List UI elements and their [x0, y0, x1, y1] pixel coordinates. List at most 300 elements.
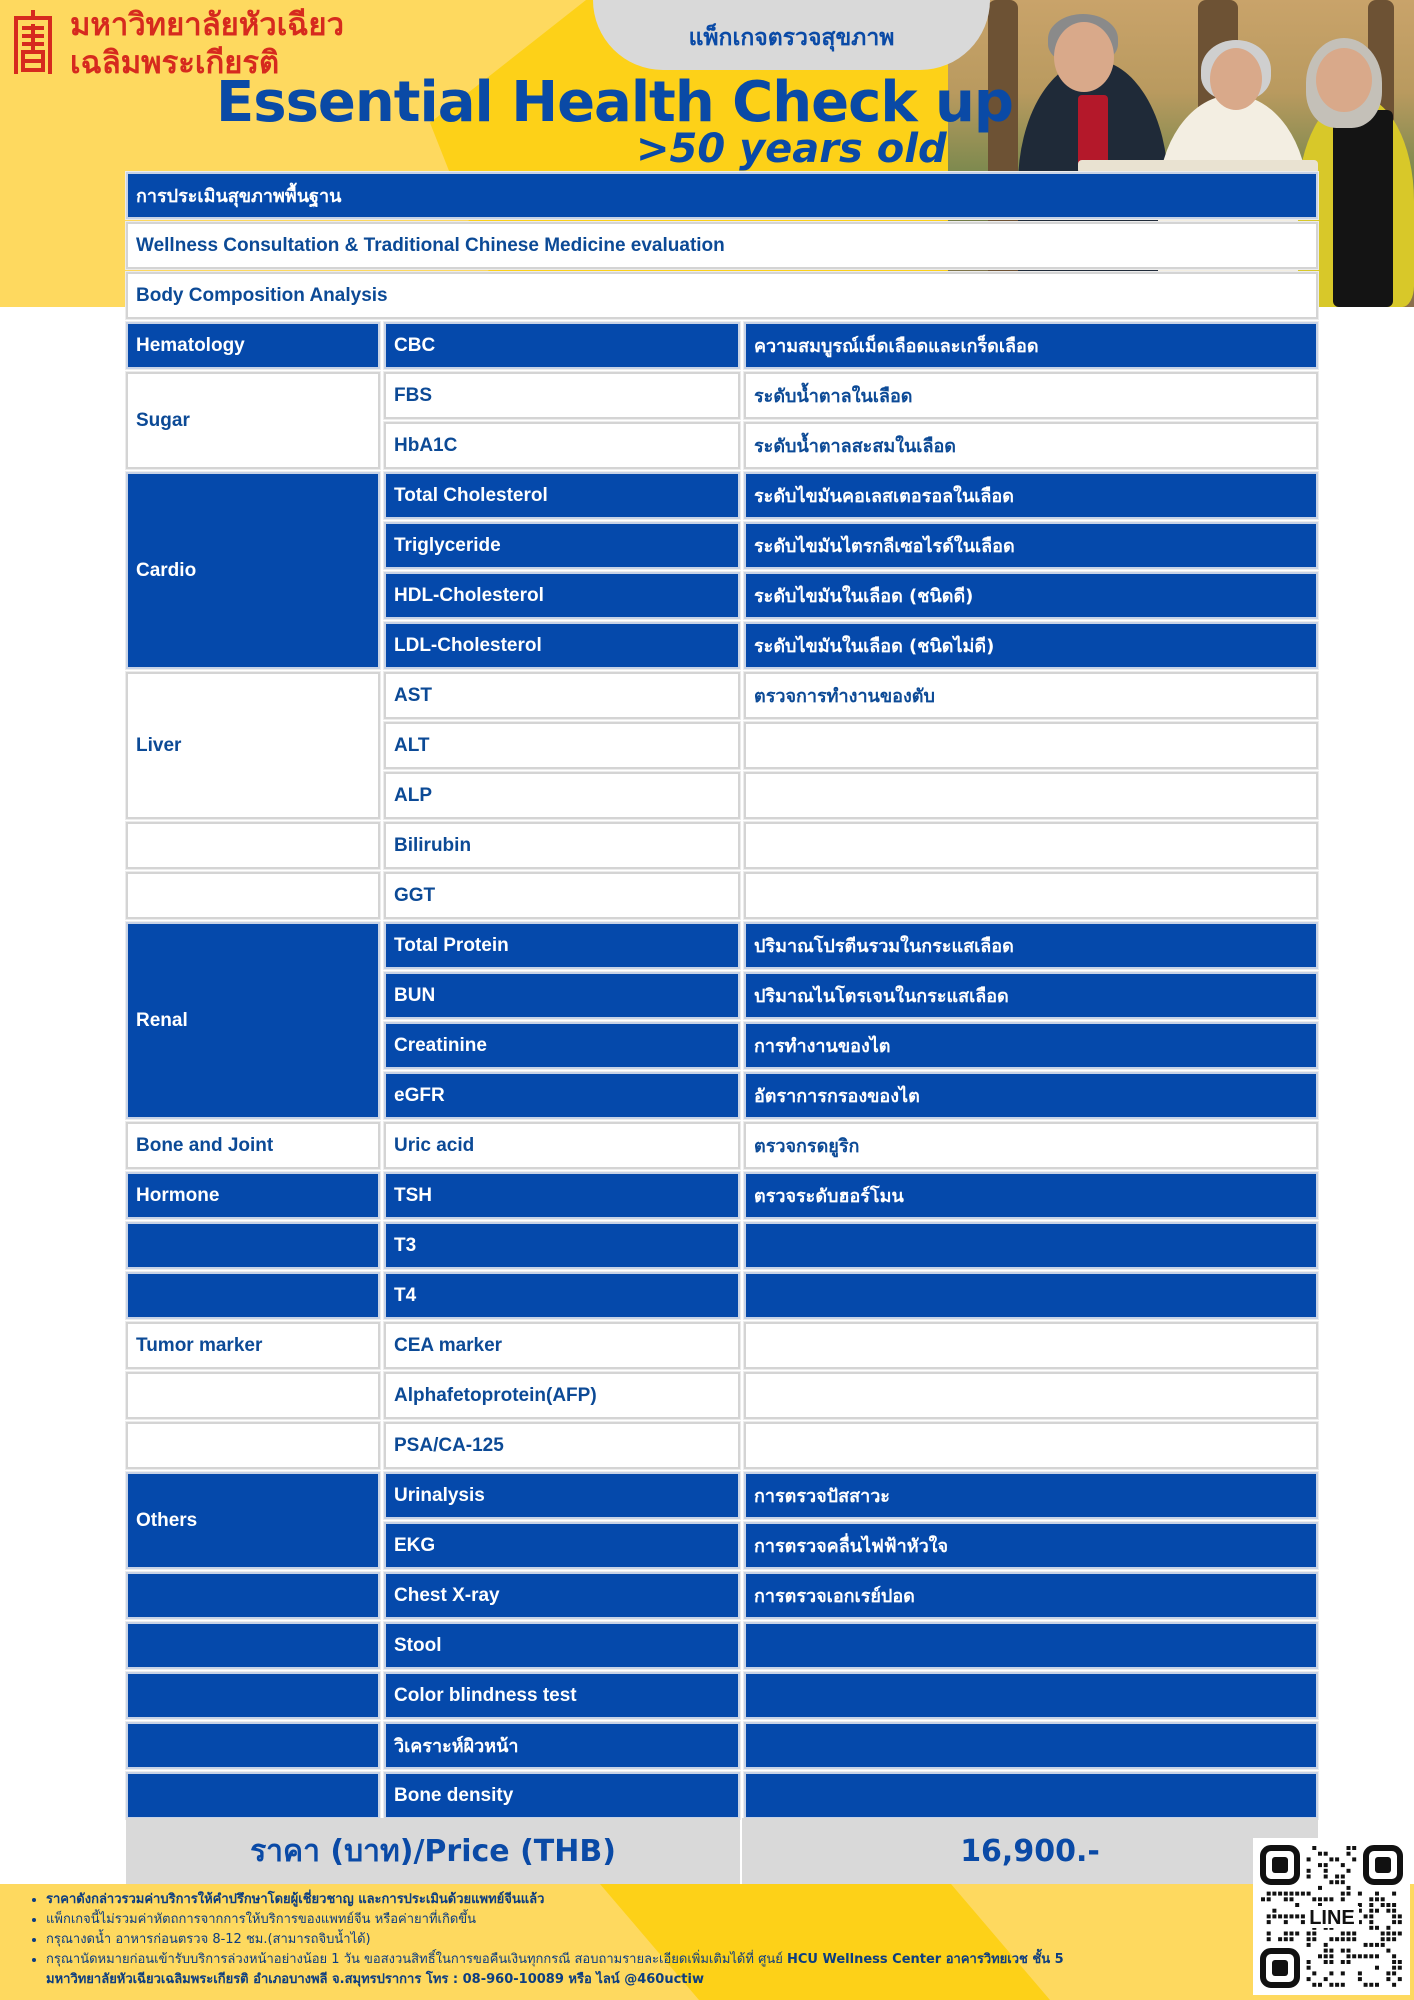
- description-cell-text: ระดับไขมันไตรกลีเซอไรด์ในเลือด: [754, 536, 1015, 557]
- test-cell-text: T3: [394, 1234, 417, 1256]
- section-label: Wellness Consultation & Traditional Chinese Medicine evaluation: [136, 234, 725, 256]
- qr-module: [1312, 1846, 1316, 1850]
- qr-module: [1307, 1960, 1311, 1964]
- qr-module: [1392, 1971, 1396, 1975]
- qr-module: [1307, 1869, 1311, 1873]
- test-cell-text: Creatinine: [394, 1034, 487, 1056]
- qr-module: [1324, 1960, 1328, 1964]
- qr-module: [1364, 1983, 1368, 1987]
- test-cell: [384, 972, 740, 1019]
- qr-module: [1335, 1880, 1339, 1884]
- qr-module: [1369, 1914, 1373, 1918]
- test-cell: [384, 772, 740, 819]
- qr-module: [1290, 1892, 1294, 1896]
- test-cell: [384, 372, 740, 419]
- note-text: กรุณานัดหมายก่อนเข้ารับบริการล่วงหน้าอย่างน้อย 1 วัน ขอสงวนสิทธิ์ในการขอคืนเงินทุกกรณี สอบถามรายละเอียดเพิ่มเติมได้ที่ ศูนย์: [46, 1952, 787, 1967]
- qr-module: [1284, 1897, 1288, 1901]
- qr-module: [1386, 1937, 1390, 1941]
- category-cell: [126, 472, 380, 669]
- test-cell-text: Urinalysis: [394, 1484, 485, 1506]
- description-cell: [744, 772, 1318, 819]
- qr-module: [1392, 1909, 1396, 1913]
- qr-module: [1307, 1892, 1311, 1896]
- qr-module: [1369, 1920, 1373, 1924]
- test-cell-text: ALP: [394, 784, 432, 806]
- test-cell-text: HbA1C: [394, 434, 458, 456]
- description-cell-text: ระดับไขมันคอเลสเตอรอลในเลือด: [754, 486, 1014, 507]
- footer-notes: [28, 1890, 1064, 1990]
- description-cell: [744, 1172, 1318, 1219]
- qr-module: [1312, 1897, 1316, 1901]
- qr-module: [1352, 1932, 1356, 1936]
- qr-module: [1324, 1977, 1328, 1981]
- test-cell-text: Color blindness test: [394, 1684, 577, 1706]
- qr-module: [1369, 1897, 1373, 1901]
- qr-module: [1329, 1880, 1333, 1884]
- test-cell: [384, 572, 740, 619]
- qr-module: [1267, 1897, 1271, 1901]
- qr-module: [1369, 1983, 1373, 1987]
- description-cell-text: ความสมบูรณ์เม็ดเลือดและเกร็ดเลือด: [754, 336, 1039, 357]
- university-name-line1: มหาวิทยาลัยหัวเฉียว: [70, 7, 344, 43]
- test-cell: [384, 1172, 740, 1219]
- qr-module: [1381, 1937, 1385, 1941]
- qr-module: [1290, 1897, 1294, 1901]
- qr-module: [1347, 1932, 1351, 1936]
- qr-module: [1398, 1920, 1402, 1924]
- qr-module: [1381, 1932, 1385, 1936]
- qr-module: [1312, 1932, 1316, 1936]
- qr-module: [1335, 1857, 1339, 1861]
- qr-module: [1324, 1954, 1328, 1958]
- description-cell: [744, 1272, 1318, 1319]
- test-cell-text: AST: [394, 684, 432, 706]
- qr-module: [1312, 1983, 1316, 1987]
- category-cell: [126, 1472, 380, 1569]
- test-cell-text: Stool: [394, 1634, 442, 1656]
- qr-module: [1307, 1977, 1311, 1981]
- category-cell-text: Cardio: [136, 559, 197, 581]
- section-body-composition: [126, 272, 1318, 319]
- qr-module: [1375, 1954, 1379, 1958]
- qr-module: [1318, 1954, 1322, 1958]
- qr-module: [1386, 1977, 1390, 1981]
- description-cell: [744, 1222, 1318, 1269]
- category-cell: [126, 372, 380, 469]
- qr-module: [1307, 1943, 1311, 1947]
- description-cell: [744, 1372, 1318, 1419]
- qr-module: [1301, 1914, 1305, 1918]
- test-cell-text: PSA/CA-125: [394, 1434, 504, 1456]
- qr-module: [1347, 1886, 1351, 1890]
- qr-module: [1375, 1966, 1379, 1970]
- test-cell: [384, 1672, 740, 1719]
- category-cell-text: Liver: [136, 734, 182, 756]
- qr-module: [1375, 1909, 1379, 1913]
- category-cell-text: Renal: [136, 1009, 188, 1031]
- page-title: Essential Health Check up: [216, 70, 1014, 135]
- line-qr-code-icon[interactable]: [1253, 1838, 1410, 1995]
- description-cell-text: ตรวจการทำงานของตับ: [754, 686, 935, 707]
- qr-module: [1341, 1892, 1345, 1896]
- category-cell: [126, 1572, 380, 1619]
- test-cell-text: LDL-Cholesterol: [394, 634, 542, 656]
- qr-module: [1295, 1932, 1299, 1936]
- qr-line-label: LINE: [1309, 1907, 1355, 1929]
- qr-module: [1261, 1897, 1265, 1901]
- qr-module: [1278, 1914, 1282, 1918]
- qr-module: [1307, 1966, 1311, 1970]
- test-cell-text: TSH: [394, 1184, 432, 1206]
- description-cell: [744, 622, 1318, 669]
- qr-module: [1386, 1932, 1390, 1936]
- test-cell-text: วิเคราะห์ผิวหน้า: [394, 1736, 519, 1757]
- category-cell-text: Bone and Joint: [136, 1134, 274, 1156]
- qr-module: [1386, 1909, 1390, 1913]
- qr-module: [1398, 1977, 1402, 1981]
- qr-module: [1295, 1892, 1299, 1896]
- test-cell: [384, 672, 740, 719]
- description-cell: [744, 372, 1318, 419]
- qr-module: [1329, 1983, 1333, 1987]
- test-cell-text: BUN: [394, 984, 436, 1006]
- qr-module: [1364, 1954, 1368, 1958]
- qr-module: [1335, 1875, 1339, 1879]
- qr-module: [1369, 1909, 1373, 1913]
- test-cell: [384, 1322, 740, 1369]
- qr-module: [1375, 1926, 1379, 1930]
- qr-module: [1398, 1932, 1402, 1936]
- description-cell-text: ปริมาณไนโตรเจนในกระแสเลือด: [754, 986, 1009, 1007]
- test-cell-text: Chest X-ray: [394, 1584, 500, 1606]
- category-cell: [126, 1422, 380, 1469]
- qr-module: [1301, 1892, 1305, 1896]
- qr-module: [1267, 1892, 1271, 1896]
- qr-module: [1267, 1932, 1271, 1936]
- qr-module: [1398, 1966, 1402, 1970]
- description-cell: [744, 522, 1318, 569]
- note-item: [46, 1930, 1064, 1950]
- test-cell: [384, 1722, 740, 1769]
- category-cell: [126, 822, 380, 869]
- qr-module: [1358, 1954, 1362, 1958]
- note-item: [46, 1890, 1064, 1910]
- category-cell: [126, 1322, 380, 1369]
- qr-module: [1386, 1971, 1390, 1975]
- qr-module: [1307, 1875, 1311, 1879]
- qr-module: [1398, 1914, 1402, 1918]
- qr-module: [1369, 1943, 1373, 1947]
- category-cell: [126, 1672, 380, 1719]
- qr-module: [1381, 1897, 1385, 1901]
- test-cell: [384, 822, 740, 869]
- qr-module: [1392, 1932, 1396, 1936]
- note-text: แพ็กเกจนี้ไม่รวมค่าหัตถการจากการให้บริการของแพทย์จีน หรือค่ายาที่เกิดขึ้น: [46, 1912, 477, 1927]
- qr-module: [1312, 1937, 1316, 1941]
- description-cell: [744, 572, 1318, 619]
- test-cell: [384, 1022, 740, 1069]
- test-cell: [384, 1522, 740, 1569]
- qr-module: [1341, 1971, 1345, 1975]
- qr-module: [1392, 1966, 1396, 1970]
- page-subtitle: >50 years old: [636, 126, 947, 172]
- qr-module: [1318, 1852, 1322, 1856]
- description-cell-text: ปริมาณโปรตีนรวมในกระแสเลือด: [754, 936, 1014, 957]
- test-cell: [384, 322, 740, 369]
- section-wellness-consultation: [126, 222, 1318, 269]
- qr-module: [1290, 1932, 1294, 1936]
- description-cell: [744, 1472, 1318, 1519]
- test-cell: [384, 1072, 740, 1119]
- description-cell: [744, 1322, 1318, 1369]
- contact-info: มหาวิทยาลัยหัวเฉียวเฉลิมพระเกียรติ อำเภอบางพลี จ.สมุทรปราการ โทร : 08-960-10089 หรือ ไลน์ @460uctiw: [46, 1972, 704, 1987]
- qr-module: [1352, 1857, 1356, 1861]
- qr-module: [1324, 1897, 1328, 1901]
- category-cell: [126, 1772, 380, 1819]
- qr-module: [1278, 1892, 1282, 1896]
- qr-module: [1341, 1937, 1345, 1941]
- description-cell-text: การตรวจคลื่นไฟฟ้าหัวใจ: [754, 1536, 949, 1557]
- qr-module: [1375, 1983, 1379, 1987]
- test-cell-text: CEA marker: [394, 1334, 503, 1356]
- test-cell-text: Bilirubin: [394, 834, 472, 856]
- qr-module: [1329, 1954, 1333, 1958]
- qr-module: [1272, 1909, 1276, 1913]
- qr-module: [1398, 1960, 1402, 1964]
- qr-module: [1284, 1914, 1288, 1918]
- description-cell-text: อัตราการกรองของไต: [754, 1086, 920, 1107]
- test-cell: [384, 872, 740, 919]
- category-cell: [126, 672, 380, 819]
- qr-module: [1392, 1903, 1396, 1907]
- qr-module: [1341, 1880, 1345, 1884]
- category-cell: [126, 1372, 380, 1419]
- qr-module: [1369, 1926, 1373, 1930]
- qr-module: [1369, 1903, 1373, 1907]
- qr-module: [1375, 1892, 1379, 1896]
- note-text: กรุณางดน้ำ อาหารก่อนตรวจ 8-12 ชม.(สามารถจิบน้ำได้): [46, 1932, 371, 1947]
- qr-module: [1347, 1937, 1351, 1941]
- category-cell-text: Others: [136, 1509, 198, 1531]
- qr-module: [1284, 1892, 1288, 1896]
- qr-module: [1347, 1852, 1351, 1856]
- qr-module: [1329, 1949, 1333, 1953]
- qr-module: [1267, 1920, 1271, 1924]
- test-cell-text: Total Protein: [394, 934, 509, 956]
- qr-module: [1358, 1977, 1362, 1981]
- qr-module: [1318, 1863, 1322, 1867]
- test-cell-text: Uric acid: [394, 1134, 475, 1156]
- qr-module: [1392, 1983, 1396, 1987]
- description-cell: [744, 422, 1318, 469]
- category-cell-text: Hematology: [136, 334, 245, 356]
- qr-module: [1329, 1937, 1333, 1941]
- description-cell: [744, 1722, 1318, 1769]
- qr-module: [1386, 1903, 1390, 1907]
- qr-module: [1324, 1852, 1328, 1856]
- qr-module: [1347, 1949, 1351, 1953]
- qr-module: [1307, 1937, 1311, 1941]
- test-cell-text: CBC: [394, 334, 436, 356]
- qr-module: [1364, 1943, 1368, 1947]
- category-cell: [126, 1622, 380, 1669]
- description-cell-text: ตรวจกรดยูริก: [754, 1136, 860, 1157]
- category-cell-text: Sugar: [136, 409, 190, 431]
- description-cell: [744, 972, 1318, 1019]
- qr-module: [1324, 1875, 1328, 1879]
- qr-module: [1375, 1897, 1379, 1901]
- description-cell: [744, 822, 1318, 869]
- qr-module: [1352, 1954, 1356, 1958]
- qr-module: [1290, 1937, 1294, 1941]
- qr-module: [1341, 1960, 1345, 1964]
- qr-module: [1324, 1863, 1328, 1867]
- qr-module: [1324, 1943, 1328, 1947]
- qr-module: [1375, 1943, 1379, 1947]
- category-cell: [126, 322, 380, 369]
- test-cell: [384, 1222, 740, 1269]
- section-label: การประเมินสุขภาพพื้นฐาน: [136, 186, 342, 207]
- qr-module: [1301, 1920, 1305, 1924]
- qr-module: [1392, 1914, 1396, 1918]
- qr-module: [1295, 1914, 1299, 1918]
- description-cell-text: ระดับน้ำตาลสะสมในเลือด: [754, 436, 956, 457]
- test-cell-text: HDL-Cholesterol: [394, 584, 544, 606]
- test-cell-text: ALT: [394, 734, 430, 756]
- qr-module: [1347, 1892, 1351, 1896]
- qr-module: [1278, 1937, 1282, 1941]
- qr-module: [1312, 1971, 1316, 1975]
- qr-module: [1290, 1914, 1294, 1918]
- hcu-seal-logo-icon: [10, 8, 56, 76]
- test-cell: [384, 922, 740, 969]
- qr-module: [1341, 1932, 1345, 1936]
- note-item: [46, 1950, 1064, 1990]
- university-name-line2: เฉลิมพระเกียรติ: [70, 45, 280, 81]
- description-cell: [744, 1572, 1318, 1619]
- qr-module: [1318, 1983, 1322, 1987]
- price-label-cell: [126, 1818, 740, 1884]
- price-value-cell: [742, 1818, 1318, 1884]
- description-cell: [744, 1522, 1318, 1569]
- test-cell-text: EKG: [394, 1534, 436, 1556]
- qr-module: [1358, 1971, 1362, 1975]
- test-cell: [384, 622, 740, 669]
- description-cell: [744, 1072, 1318, 1119]
- test-cell: [384, 1372, 740, 1419]
- test-cell-text: Triglyceride: [394, 534, 501, 556]
- qr-module: [1267, 1914, 1271, 1918]
- qr-module: [1341, 1875, 1345, 1879]
- qr-module: [1392, 1920, 1396, 1924]
- category-cell-text: Hormone: [136, 1184, 220, 1206]
- qr-module: [1284, 1920, 1288, 1924]
- qr-module: [1381, 1943, 1385, 1947]
- qr-module: [1329, 1960, 1333, 1964]
- description-cell: [744, 722, 1318, 769]
- qr-module: [1341, 1897, 1345, 1901]
- category-cell: [126, 1122, 380, 1169]
- qr-module: [1347, 1869, 1351, 1873]
- section-label: Body Composition Analysis: [136, 284, 388, 306]
- qr-module: [1295, 1903, 1299, 1907]
- description-cell-text: ระดับไขมันในเลือด (ชนิดดี): [754, 586, 974, 607]
- description-cell-text: ตรวจระดับฮอร์โมน: [754, 1186, 904, 1207]
- qr-module: [1307, 1932, 1311, 1936]
- test-cell: [384, 1422, 740, 1469]
- qr-module: [1272, 1914, 1276, 1918]
- qr-module: [1386, 1926, 1390, 1930]
- qr-module: [1358, 1892, 1362, 1896]
- qr-module: [1267, 1937, 1271, 1941]
- qr-module: [1347, 1846, 1351, 1850]
- test-cell-text: Alphafetoprotein(AFP): [394, 1384, 597, 1406]
- qr-module: [1341, 1949, 1345, 1953]
- qr-module: [1369, 1954, 1373, 1958]
- qr-module: [1386, 1949, 1390, 1953]
- description-cell-text: การตรวจเอกเรย์ปอด: [754, 1586, 915, 1607]
- qr-module: [1341, 1983, 1345, 1987]
- price-value: 16,900.-: [960, 1833, 1100, 1869]
- description-cell: [744, 672, 1318, 719]
- description-cell: [744, 322, 1318, 369]
- test-cell-text: T4: [394, 1284, 417, 1306]
- qr-module: [1347, 1960, 1351, 1964]
- qr-module: [1272, 1892, 1276, 1896]
- qr-module: [1318, 1886, 1322, 1890]
- description-cell: [744, 1122, 1318, 1169]
- description-cell: [744, 1022, 1318, 1069]
- test-cell: [384, 422, 740, 469]
- qr-module: [1341, 1863, 1345, 1867]
- test-cell: [384, 1122, 740, 1169]
- test-cell: [384, 1572, 740, 1619]
- category-cell: [126, 1172, 380, 1219]
- qr-module: [1318, 1897, 1322, 1901]
- description-cell-text: การทำงานของไต: [754, 1036, 891, 1057]
- description-cell-text: การตรวจปัสสาวะ: [754, 1486, 890, 1507]
- qr-module: [1392, 1892, 1396, 1896]
- qr-module: [1335, 1983, 1339, 1987]
- category-cell: [126, 1272, 380, 1319]
- test-cell: [384, 1772, 740, 1819]
- test-cell: [384, 472, 740, 519]
- section-basic-assessment: [126, 172, 1318, 219]
- qr-module: [1364, 1914, 1368, 1918]
- qr-module: [1329, 1971, 1333, 1975]
- test-cell-text: FBS: [394, 384, 432, 406]
- description-cell-text: ระดับน้ำตาลในเลือด: [754, 386, 913, 407]
- category-cell: [126, 922, 380, 1119]
- qr-module: [1381, 1903, 1385, 1907]
- test-cell-text: eGFR: [394, 1084, 445, 1106]
- qr-module: [1352, 1937, 1356, 1941]
- category-cell: [126, 872, 380, 919]
- qr-module: [1324, 1869, 1328, 1873]
- description-cell: [744, 1672, 1318, 1719]
- wellness-center-name: HCU Wellness Center อาคารวิทยเวช ชั้น 5: [786, 1952, 1064, 1967]
- category-cell: [126, 1222, 380, 1269]
- qr-module: [1284, 1932, 1288, 1936]
- description-cell: [744, 1622, 1318, 1669]
- category-cell-text: Tumor marker: [136, 1334, 263, 1356]
- test-cell: [384, 722, 740, 769]
- test-cell: [384, 522, 740, 569]
- test-cell: [384, 1472, 740, 1519]
- description-cell: [744, 922, 1318, 969]
- description-cell: [744, 472, 1318, 519]
- qr-module: [1392, 1960, 1396, 1964]
